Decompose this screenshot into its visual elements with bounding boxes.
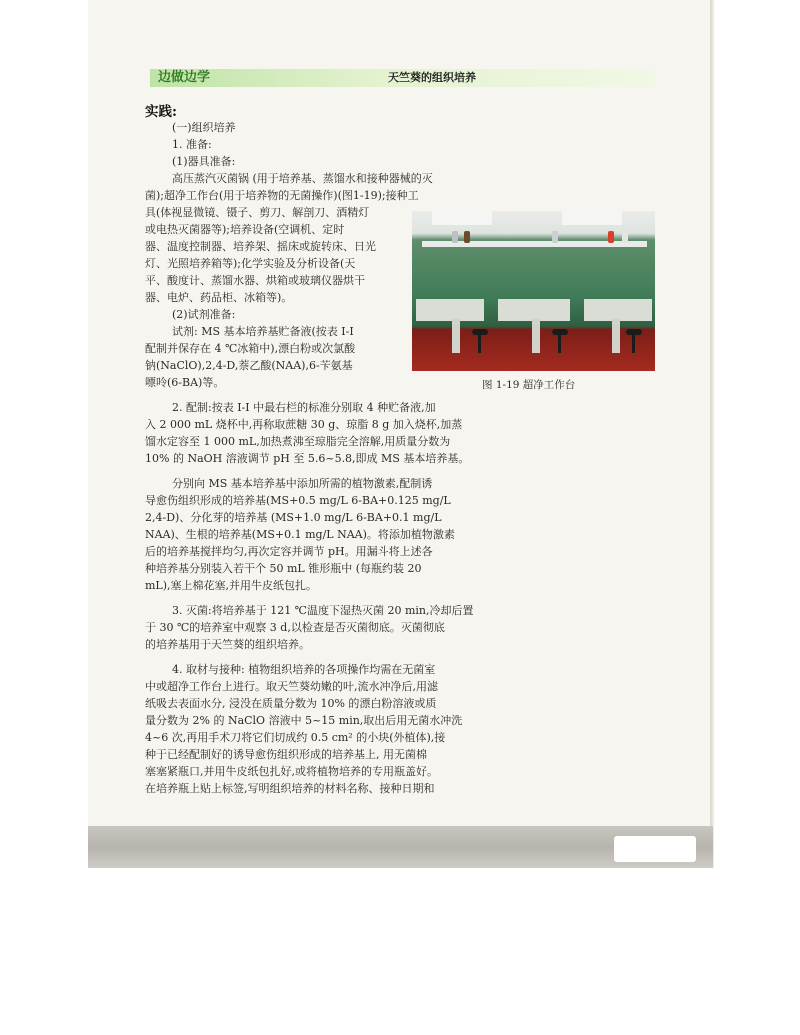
text-line: 4~6 次,再用手术刀将它们切成约 0.5 cm² 的小块(外植体),接 xyxy=(145,731,446,744)
workbench xyxy=(498,299,570,321)
text-line: 量分数为 2% 的 NaClO 溶液中 5~15 min,取出后用无菌水冲洗 xyxy=(145,714,463,727)
ceiling-light xyxy=(562,211,622,225)
text-line: (一)组织培养 xyxy=(172,121,236,134)
bench-leg xyxy=(452,319,460,353)
text-line: 塞塞紧瓶口,并用牛皮纸包扎好,或将植物培养的专用瓶盖好。 xyxy=(145,765,438,778)
stool-leg xyxy=(558,335,561,353)
bottle xyxy=(464,231,470,243)
text-line: 3. 灭菌:将培养基于 121 ℃温度下湿热灭菌 20 min,冷却后置 xyxy=(172,604,474,617)
text-line: 纸吸去表面水分, 浸没在质量分数为 10% 的漂白粉溶液或质 xyxy=(145,697,437,710)
text-line: 器、温度控制器、培养架、摇床或旋转床、日光 xyxy=(145,240,376,253)
text-line: 入 2 000 mL 烧杯中,再称取蔗糖 30 g、琼脂 8 g 加入烧杯,加蒸 xyxy=(145,418,463,431)
text-line: 或电热灭菌器等);培养设备(空调机、定时 xyxy=(145,223,345,236)
text-line: 器、电炉、药品柜、冰箱等)。 xyxy=(145,291,293,304)
text-line: 灯、光照培养箱等);化学实验及分析设备(天 xyxy=(145,257,356,270)
text-line: 种于已经配制好的诱导愈伤组织形成的培养基上, 用无菌棉 xyxy=(145,748,427,761)
bottle xyxy=(452,231,458,243)
text-line: 的培养基用于天竺葵的组织培养。 xyxy=(145,638,310,651)
text-line: mL),塞上棉花塞,并用牛皮纸包扎。 xyxy=(145,579,318,592)
stool-leg xyxy=(478,335,481,353)
page-edge xyxy=(710,0,714,868)
workbench xyxy=(584,299,652,321)
text-line: 1. 准备: xyxy=(172,138,212,151)
ceiling-light xyxy=(432,211,492,225)
text-line: 在培养瓶上贴上标签,写明组织培养的材料名称、接种日期和 xyxy=(145,782,435,795)
section-title: 实践: xyxy=(145,104,177,120)
text-line: 种培养基分别装入若干个 50 mL 锥形瓶中 (每瓶约装 20 xyxy=(145,562,422,575)
text-line: 4. 取材与接种: 植物组织培养的各项操作均需在无菌室 xyxy=(172,663,436,676)
text-line: 嘌呤(6-BA)等。 xyxy=(145,376,225,389)
text-line: 分别向 MS 基本培养基中添加所需的植物激素,配制诱 xyxy=(172,477,433,490)
bench-leg xyxy=(612,319,620,353)
text-line: (2)试剂准备: xyxy=(172,308,236,321)
bottle xyxy=(608,231,614,243)
text-line: 钠(NaClO),2,4-D,萘乙酸(NAA),6-苄氨基 xyxy=(145,359,353,372)
text-line: 平、酸度计、蒸馏水器、烘箱或玻璃仪器烘干 xyxy=(145,274,365,287)
bottle xyxy=(622,231,628,243)
text-line: 高压蒸汽灭菌锅 (用于培养基、蒸馏水和接种器械的灭 xyxy=(172,172,433,185)
header-chapter-title: 天竺葵的组织培养 xyxy=(388,71,476,84)
bottle xyxy=(552,231,558,243)
stool-leg xyxy=(632,335,635,353)
bench-leg xyxy=(532,319,540,353)
text-line: 10% 的 NaOH 溶液调节 pH 至 5.6~5.8,即成 MS 基本培养基。 xyxy=(145,452,470,465)
text-line: 中或超净工作台上进行。取天竺葵幼嫩的叶,流水冲净后,用滤 xyxy=(145,680,438,693)
workbench xyxy=(416,299,484,321)
text-line: 导愈伤组织形成的培养基(MS+0.5 mg/L 6-BA+0.125 mg/L xyxy=(145,494,451,507)
text-line: 菌);超净工作台(用于培养物的无菌操作)(图1-19);接种工 xyxy=(145,189,419,202)
text-line: 试剂: MS 基本培养基贮备液(按表 Ⅰ-Ⅰ xyxy=(172,325,354,338)
text-line: 2,4-D)、分化芽的培养基 (MS+1.0 mg/L 6-BA+0.1 mg/L xyxy=(145,511,442,524)
text-line: 配制并保存在 4 ℃冰箱中),漂白粉或次氯酸 xyxy=(145,342,356,355)
text-line: NAA)、生根的培养基(MS+0.1 mg/L NAA)。将添加植物激素 xyxy=(145,528,455,541)
text-line: 于 30 ℃的培养室中观察 3 d,以检查是否灭菌彻底。灭菌彻底 xyxy=(145,621,445,634)
header-section-label: 边做边学 xyxy=(158,70,211,85)
text-line: 具(体视显微镜、镊子、剪刀、解剖刀、酒精灯 xyxy=(145,206,370,219)
text-line: 馏水定容至 1 000 mL,加热煮沸至琼脂完全溶解,用质量分数为 xyxy=(145,435,451,448)
text-line: (1)器具准备: xyxy=(172,155,236,168)
text-line: 2. 配制:按表 Ⅰ-Ⅰ 中最右栏的标准分别取 4 种贮备液,加 xyxy=(172,401,436,414)
clean-bench-photo xyxy=(412,211,655,371)
figure-caption: 图 1-19 超净工作台 xyxy=(482,379,576,391)
page-number-tab xyxy=(614,836,696,862)
text-line: 后的培养基搅拌均匀,再次定容并调节 pH。用漏斗将上述各 xyxy=(145,545,433,558)
